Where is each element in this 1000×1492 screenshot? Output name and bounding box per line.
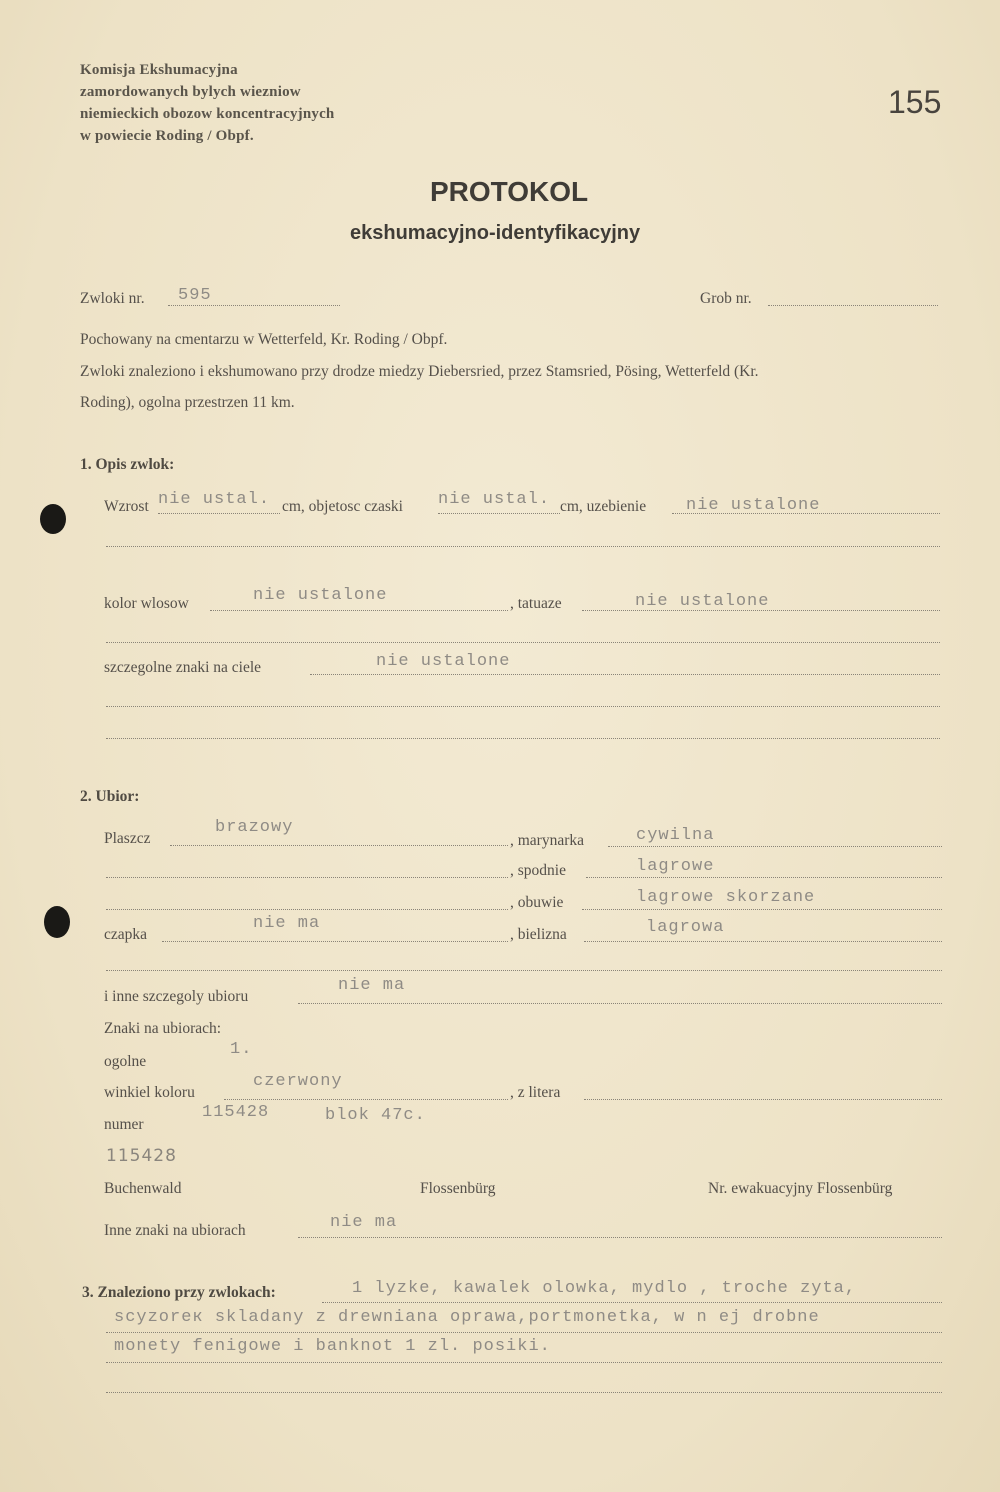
- blank-line-3: [106, 706, 940, 707]
- znaleziono-line-3: [106, 1362, 942, 1363]
- bielizna-label: , bielizna: [510, 926, 567, 943]
- zwloki-value: 595: [178, 286, 212, 305]
- czapka-value: nie ma: [253, 914, 321, 933]
- cm-czaska-label: cm, objetosc czaski: [282, 498, 403, 515]
- czaska-line: [438, 513, 560, 514]
- header-line: zamordowanych bylych wiezniow: [80, 84, 301, 100]
- znaleziono-line-4: [106, 1392, 942, 1393]
- znaki-ubiorach-label: Znaki na ubiorach:: [104, 1020, 222, 1037]
- litera-label: , z litera: [510, 1084, 561, 1101]
- section-1-heading: 1. Opis zwlok:: [80, 456, 175, 473]
- inne-znaki-value: nie ma: [330, 1213, 398, 1232]
- header-line: Komisja Ekshumacyjna: [80, 62, 238, 78]
- marynarka-label: , marynarka: [510, 832, 585, 849]
- marynarka-value: cywilna: [636, 826, 715, 845]
- ogolne-label: ogolne: [104, 1053, 147, 1070]
- numer-label: numer: [104, 1116, 144, 1133]
- commission-header: [80, 59, 334, 147]
- tatuaze-value: nie ustalone: [635, 592, 770, 611]
- zwloki-line: [168, 305, 340, 306]
- section-2-heading: 2. Ubior:: [80, 788, 140, 805]
- section-3-heading: 3. Znaleziono przy zwlokach:: [82, 1284, 276, 1301]
- page-number: 155: [888, 84, 942, 120]
- blank-line-5: [106, 970, 942, 971]
- obuwie-label: , obuwie: [510, 894, 564, 911]
- ogolne-value: 1.: [230, 1040, 253, 1059]
- ewakuacyjny-label: Nr. ewakuacyjny Flossenbürg: [708, 1180, 893, 1197]
- inne-szczegoly-value: nie ma: [338, 976, 406, 995]
- header-line: w powiecie Roding / Obpf.: [80, 128, 254, 144]
- winkiel-line: [224, 1099, 508, 1100]
- header-line: niemieckich obozow koncentracyjnych: [80, 106, 335, 122]
- marynarka-line: [608, 846, 942, 847]
- buchenwald-label: Buchenwald: [104, 1180, 182, 1197]
- znaki-ciele-label: szczegolne znaki na ciele: [104, 659, 262, 676]
- blok-value: blok 47c.: [325, 1106, 426, 1125]
- blank-line-2: [106, 642, 940, 643]
- wzrost-label: Wzrost: [104, 498, 149, 515]
- flossenburg-label: Flossenbürg: [420, 1180, 496, 1197]
- inne-szczegoly-line: [298, 1003, 942, 1004]
- wzrost-line: [158, 513, 280, 514]
- uzebienie-value: nie ustalone: [686, 496, 821, 515]
- znaleziono-item-line-3: monety fenigowe i banknot 1 zl. posiki.: [114, 1337, 551, 1356]
- blank-line-1: [106, 546, 940, 547]
- inne-znaki-line: [298, 1237, 942, 1238]
- numer-handwritten: 115428: [106, 1146, 177, 1166]
- czapka-label: czapka: [104, 926, 148, 943]
- spodnie-value: lagrowe: [636, 857, 715, 876]
- znaki-ciele-line: [310, 674, 940, 675]
- kolor-label: kolor wlosow: [104, 595, 189, 612]
- znaleziono-line-2: [106, 1332, 942, 1333]
- spodnie-line: [586, 877, 942, 878]
- kolor-value: nie ustalone: [253, 586, 388, 605]
- bielizna-value: lagrowa: [646, 918, 725, 937]
- znaleziono-text-1: Zwloki znaleziono i ekshumowano przy drodze miedzy Diebersried, przez Stamsried, Pösing, Wetterfeld (Kr.: [80, 363, 759, 380]
- punch-hole-top: [40, 504, 66, 534]
- obuwie-left-line: [106, 909, 508, 910]
- plaszcz-value: brazowy: [215, 818, 294, 837]
- litera-line: [584, 1099, 942, 1100]
- plaszcz-line: [170, 845, 508, 846]
- winkiel-label: winkiel koloru: [104, 1084, 195, 1101]
- numer-value: 115428: [202, 1103, 270, 1122]
- cm-uzebienie-label: cm, uzebienie: [560, 498, 647, 515]
- plaszcz-label: Plaszcz: [104, 830, 151, 847]
- znaleziono-item-line-1: 1 lyzke, kawalek olowka, mydlo , troche zyta,: [352, 1279, 857, 1298]
- winkiel-value: czerwony: [253, 1072, 343, 1091]
- czapka-line: [162, 941, 508, 942]
- document-title: PROTOKOL: [430, 176, 589, 207]
- bielizna-line: [584, 941, 942, 942]
- inne-znaki-label: Inne znaki na ubiorach: [104, 1222, 246, 1239]
- zwloki-label: Zwloki nr.: [80, 290, 145, 307]
- spodnie-label: , spodnie: [510, 862, 566, 879]
- inne-szczegoly-label: i inne szczegoly ubioru: [104, 988, 249, 1005]
- document-subtitle: ekshumacyjno-identyfikacyjny: [350, 222, 641, 244]
- czaska-value: nie ustal.: [438, 490, 551, 509]
- znaleziono-item-line-2: scyzoreк skladany z drewniana oprawa,portmonetka, w n ej drobne: [114, 1308, 820, 1327]
- obuwie-line: [582, 909, 942, 910]
- spodnie-left-line: [106, 877, 508, 878]
- znaleziono-line-1: [322, 1302, 942, 1303]
- wzrost-value: nie ustal.: [158, 490, 271, 509]
- grob-line: [768, 305, 938, 306]
- kolor-line: [210, 610, 508, 611]
- tatuaze-label: , tatuaze: [510, 595, 562, 612]
- pochowany-text: Pochowany na cmentarzu w Wetterfeld, Kr. Roding / Obpf.: [80, 331, 448, 348]
- punch-hole-bottom: [44, 906, 70, 938]
- blank-line-4: [106, 738, 940, 739]
- znaleziono-text-2: Roding), ogolna przestrzen 11 km.: [80, 394, 295, 411]
- grob-label: Grob nr.: [700, 290, 752, 307]
- obuwie-value: lagrowe skorzane: [636, 888, 816, 907]
- znaki-ciele-value: nie ustalone: [376, 652, 511, 671]
